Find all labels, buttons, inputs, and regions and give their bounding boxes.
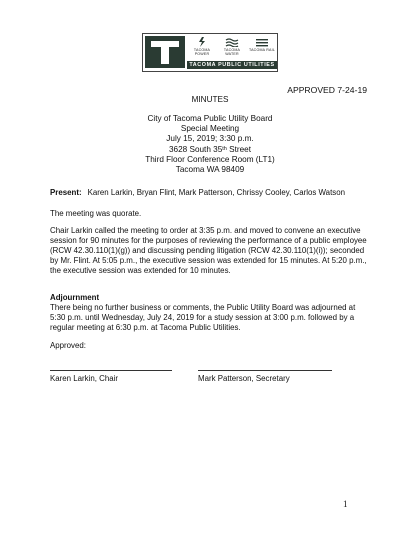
chair-name: Karen Larkin, Chair	[50, 374, 118, 383]
quorate-statement: The meeting was quorate.	[50, 209, 142, 218]
rail-label: TACOMA RAIL	[248, 48, 276, 52]
meeting-room: Third Floor Conference Room (LT1)	[145, 154, 275, 164]
meeting-city: Tacoma WA 98409	[175, 165, 245, 175]
water-label: TACOMA WATER	[223, 48, 241, 56]
meeting-info	[0, 114, 420, 175]
approved-label: Approved:	[50, 341, 86, 350]
logo-bar-text: TACOMA PUBLIC UTILITIES	[187, 61, 277, 69]
present-names: Karen Larkin, Bryan Flint, Mark Patterson, Chrissy Cooley, Carlos Watson	[87, 188, 345, 197]
power-division	[187, 37, 217, 58]
secretary-name: Mark Patterson, Secretary	[198, 374, 290, 383]
meeting-address: 3628 South 35th Street	[169, 144, 251, 154]
page-title: MINUTES	[191, 95, 229, 104]
rail-icon	[255, 37, 269, 47]
meeting-type: Special Meeting	[180, 124, 240, 134]
chair-signature-line	[50, 370, 172, 371]
secretary-signature-line	[198, 370, 332, 371]
executive-session-paragraph: Chair Larkin called the meeting to order at 3:35 p.m. and moved to convene an executive session for 90 minutes for the purposes of reviewing the performance of a public employee (RCW 42.30.110(1)(g)) and discussing pending litigation (RCW 42.30.110(1)(i)); seconded by Mr. Flint. At 5:05 p.m., the executive session was extended for 15 minutes. At 5:20 p.m., the executive session was extended for 10 minutes.	[50, 226, 367, 275]
approved-stamp: APPROVED 7-24-19	[287, 85, 367, 95]
rail-division	[247, 37, 277, 58]
power-icon	[195, 37, 209, 47]
tacoma-public-utilities-logo	[142, 33, 278, 72]
present-label: Present:	[50, 188, 82, 197]
water-icon	[225, 37, 239, 47]
meeting-date: July 15, 2019; 3:30 p.m.	[166, 134, 254, 144]
present-line	[50, 188, 372, 198]
tacoma-t-logo-icon	[145, 36, 185, 68]
page-number: 1	[343, 499, 348, 509]
adjournment-heading: Adjournment	[50, 293, 100, 302]
adjournment-paragraph: There being no further business or comments, the Public Utility Board was adjourned at 5:30 p.m. until Wednesday, July 24, 2019 for a study session at 3:00 p.m. followed by a regular meeting at 6:30 p.m. at Tacoma Public Utilities.	[50, 303, 356, 332]
water-division	[217, 37, 247, 58]
power-label: TACOMA POWER	[193, 48, 211, 56]
board-name: City of Tacoma Public Utility Board	[147, 114, 273, 123]
